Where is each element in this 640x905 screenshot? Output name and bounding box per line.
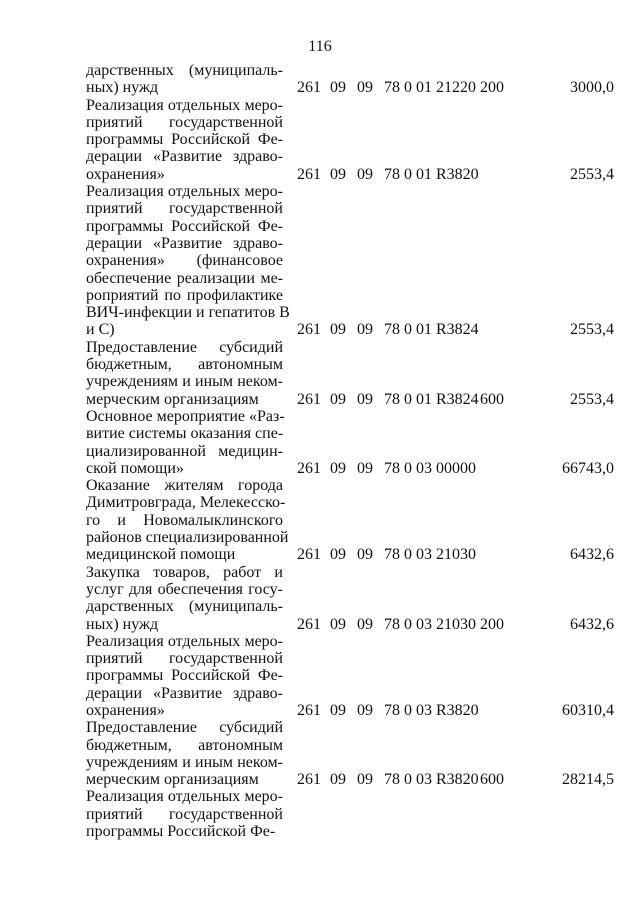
description-line: ской помощи» xyxy=(86,459,184,477)
description-line: Реализация отдельных меро- xyxy=(86,788,283,806)
admin-code: 261 xyxy=(297,390,321,408)
table-row xyxy=(0,633,640,719)
description-line: дерации «Развитие здраво- xyxy=(86,234,283,252)
description-line: обеспечение реализации ме- xyxy=(86,269,283,287)
amount: 2553,4 xyxy=(570,165,614,183)
amount: 3000,0 xyxy=(570,79,614,97)
target-article-code: 78 0 01 21220 xyxy=(384,79,476,97)
description-line: охранения» xyxy=(86,165,165,183)
description-line: приятий государственной xyxy=(86,200,283,218)
description-line: Оказание жителям города xyxy=(86,477,283,495)
table-row xyxy=(0,477,640,563)
admin-code: 261 xyxy=(297,459,321,477)
target-article-code: 78 0 03 R3820 xyxy=(384,771,479,789)
description-line: ных) нужд xyxy=(86,79,159,97)
subsection-code: 09 xyxy=(357,771,373,789)
row-description xyxy=(86,97,283,183)
description-line: районов специализированной xyxy=(86,529,289,547)
section-code: 09 xyxy=(330,79,346,97)
description-line: программы Российской Фе- xyxy=(86,823,276,841)
row-description xyxy=(86,719,283,788)
description-line: учреждениям и иным неком- xyxy=(86,373,283,391)
table-row xyxy=(0,788,640,840)
section-code: 09 xyxy=(330,615,346,633)
table-row xyxy=(0,564,640,633)
description-line: учреждениям и иным неком- xyxy=(86,753,283,771)
description-line: приятий государственной xyxy=(86,805,283,823)
page-number: 116 xyxy=(308,38,332,55)
description-line: Закупка товаров, работ и xyxy=(86,563,283,581)
admin-code: 261 xyxy=(297,321,321,339)
description-line: программы Российской Фе- xyxy=(86,667,283,685)
amount: 60310,4 xyxy=(562,701,614,719)
admin-code: 261 xyxy=(297,546,321,564)
amount: 6432,6 xyxy=(570,615,614,633)
amount: 6432,6 xyxy=(570,546,614,564)
subsection-code: 09 xyxy=(357,390,373,408)
description-line: охранения» (финансовое xyxy=(86,252,283,270)
description-line: дерации «Развитие здраво- xyxy=(86,148,283,166)
row-description xyxy=(86,564,283,633)
description-line: услуг для обеспечения госу- xyxy=(86,580,283,598)
description-line: Основное мероприятие «Раз- xyxy=(86,407,285,425)
description-line: Реализация отдельных меро- xyxy=(86,183,283,201)
admin-code: 261 xyxy=(297,79,321,97)
admin-code: 261 xyxy=(297,165,321,183)
subsection-code: 09 xyxy=(357,546,373,564)
description-line: дерации «Развитие здраво- xyxy=(86,684,283,702)
section-code: 09 xyxy=(330,321,346,339)
row-description xyxy=(86,633,283,719)
table-row xyxy=(0,408,640,477)
row-description xyxy=(86,62,283,97)
description-line: программы Российской Фе- xyxy=(86,131,283,149)
description-line: Реализация отдельных меро- xyxy=(86,632,283,650)
table-row xyxy=(0,719,640,788)
amount: 2553,4 xyxy=(570,321,614,339)
subsection-code: 09 xyxy=(357,459,373,477)
row-description xyxy=(86,339,283,408)
description-line: Предоставление субсидий xyxy=(86,338,283,356)
section-code: 09 xyxy=(330,546,346,564)
description-line: медицинской помощи xyxy=(86,546,236,564)
admin-code: 261 xyxy=(297,701,321,719)
amount: 28214,5 xyxy=(562,771,614,789)
description-line: мерческим организациям xyxy=(86,390,259,408)
subsection-code: 09 xyxy=(357,615,373,633)
row-description xyxy=(86,788,283,840)
description-line: роприятий по профилактике xyxy=(86,286,283,304)
target-article-code: 78 0 03 21030 xyxy=(384,546,476,564)
table-row xyxy=(0,62,640,97)
admin-code: 261 xyxy=(297,615,321,633)
description-line: и С) xyxy=(86,321,115,339)
subsection-code: 09 xyxy=(357,321,373,339)
subsection-code: 09 xyxy=(357,165,373,183)
budget-table xyxy=(0,62,640,840)
amount: 66743,0 xyxy=(562,459,614,477)
description-line: охранения» xyxy=(86,701,165,719)
target-article-code: 78 0 01 R3820 xyxy=(384,165,479,183)
description-line: дарственных (муниципаль- xyxy=(86,598,283,616)
target-article-code: 78 0 03 R3820 xyxy=(384,701,479,719)
row-description xyxy=(86,408,283,477)
description-line: Реализация отдельных меро- xyxy=(86,96,283,114)
admin-code: 261 xyxy=(297,771,321,789)
description-line: приятий государственной xyxy=(86,113,283,131)
section-code: 09 xyxy=(330,459,346,477)
row-description xyxy=(86,183,290,339)
target-article-code: 78 0 01 R3824 xyxy=(384,390,479,408)
subsection-code: 09 xyxy=(357,79,373,97)
expense-type-code: 200 xyxy=(480,615,504,633)
target-article-code: 78 0 03 21030 xyxy=(384,615,476,633)
description-line: бюджетным, автономным xyxy=(86,736,283,754)
target-article-code: 78 0 03 00000 xyxy=(384,459,476,477)
table-row xyxy=(0,339,640,408)
table-row xyxy=(0,97,640,183)
description-line: программы Российской Фе- xyxy=(86,217,283,235)
target-article-code: 78 0 01 R3824 xyxy=(384,321,479,339)
table-row xyxy=(0,183,640,339)
description-line: ных) нужд xyxy=(86,615,159,633)
section-code: 09 xyxy=(330,701,346,719)
amount: 2553,4 xyxy=(570,390,614,408)
section-code: 09 xyxy=(330,771,346,789)
expense-type-code: 200 xyxy=(480,79,504,97)
description-line: Димитровграда, Мелекесско- xyxy=(86,494,286,512)
description-line: го и Новомалыклинского xyxy=(86,511,283,529)
description-line: дарственных (муниципаль- xyxy=(86,62,283,79)
description-line: бюджетным, автономным xyxy=(86,356,283,374)
subsection-code: 09 xyxy=(357,701,373,719)
expense-type-code: 600 xyxy=(480,771,504,789)
description-line: мерческим организациям xyxy=(86,771,259,789)
description-line: ВИЧ-инфекции и гепатитов В xyxy=(86,304,290,322)
description-line: Предоставление субсидий xyxy=(86,719,283,737)
description-line: циализированной медицин- xyxy=(86,442,283,460)
description-line: витие системы оказания спе- xyxy=(86,425,284,443)
section-code: 09 xyxy=(330,390,346,408)
row-description xyxy=(86,477,289,564)
description-line: приятий государственной xyxy=(86,650,283,668)
expense-type-code: 600 xyxy=(480,390,504,408)
section-code: 09 xyxy=(330,165,346,183)
